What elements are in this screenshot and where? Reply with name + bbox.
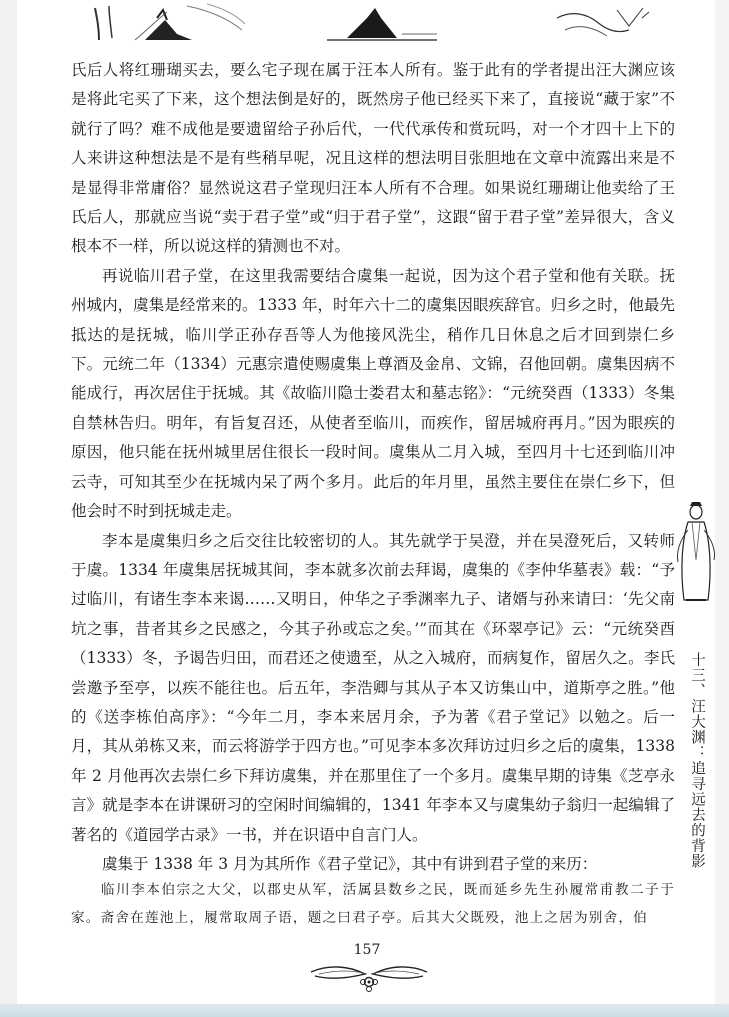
paragraph: 李本是虞集归乡之后交往比较密切的人。其先就学于吴澄，并在吴澄死后，又转师于虞。1334 年虞集居抚城其间，李本就多次前去拜谒，虞集的《李仲华墓表》载：“予过临川，有诸生李本来谒……又明日，仲华之子季渊率九子、诸婿与孙来请曰：‘先父南坑之事，昔者其乡之民感之，今其子孙或忘之矣。’”而其在《环翠亭记》云：“元统癸酉（1333）冬，予谒告归田，而君还之使遗至，从之入城府，而病复作，留居久之。李氏尝邀予至亭，以疾不能往也。后五年，李浩卿与其从子本又访集山中，道斯亭之胜。”他的《送李栋伯高序》：“今年二月，李本来居月余，予为著《君子堂记》以勉之。后一月，其从弟栋又来，而云将游学于四方也。”可见李本多次拜访过归乡之后的虞集，1338 年 2 月他再次去崇仁乡下拜访虞集，并在那里住了一个多月。虞集早期的诗集《芝亭永言》就是李本在讲课研习的空闲时间编辑的，1341 年李本又与虞集幼子翁归一起编辑了著名的《道园学古录》一书，并在识语中自言门人。 [71, 531, 675, 844]
paragraph: 再说临川君子堂，在这里我需要结合虞集一起说，因为这个君子堂和他有关联。抚州城内，虞集是经常来的。1333 年，时年六十二的虞集因眼疾辞官。归乡之时，他最先抵达的是抚城，临川学正孙存吾等人为他接风洗尘，稍作几日休息之后才回到崇仁乡下。元统二年（1334）元惠宗遣使赐虞集上尊酒及金帛、文锦，召他回朝。虞集因病不能成行，再次居住于抚城。其《故临川隐士娄君太和墓志铭》：“元统癸酉（1333）冬集自禁林告归。明年，有旨复召还，从使者至临川，而疾作，留居城府再月。”因为眼疾的原因，他只能在抚州城里居住很长一段时间。虞集从二月入城，至四月十七还到临川冲云寺，可知其至少在抚城内呆了两个多月。此后的年月里，虽然主要住在崇仁乡下，但他会时不时到抚城走走。 [71, 266, 675, 521]
block-quote: 临川李本伯宗之大父，以郡史从军，活属县数乡之民，既而延乡先生孙履常甫教二子于家。斋舍在莲池上，履常取周子语，题之曰君子亭。后其大父既殁，池上之居为别舍，伯 [71, 882, 675, 926]
footer-ornament-icon [309, 958, 429, 994]
book-page [17, 0, 715, 1004]
paragraph: 氏后人将红珊瑚买去，要么宅子现在属于汪本人所有。鉴于此有的学者提出汪大渊应该是将此宅买了下来，这个想法倒是好的，既然房子他已经买下来了，直接说“藏于家”不就行了吗？难不成他是要遗留给子孙后代，一代代承传和赏玩吗，对一个才四十上下的人来讲这种想法是不是有些稍早呢，况且这样的想法明目张胆地在文章中流露出来是不是显得非常庸俗？显然说这君子堂现归汪本人所有不合理。如果说红珊瑚让他卖给了王氏后人，那就应当说“卖于君子堂”或“归于君子堂”，这跟“留于君子堂”差异很大，含义根本不一样，所以说这样的猜测也不对。 [71, 61, 675, 256]
viewer-bottom-bar [0, 1004, 729, 1017]
header-illustration [17, 0, 715, 46]
page-edge [715, 0, 729, 1004]
chapter-title: 十三、汪大渊：追寻远去的背影 [689, 652, 705, 869]
page-number: 157 [353, 942, 381, 958]
paragraph: 虞集于 1338 年 3 月为其所作《君子堂记》，其中有讲到君子堂的来历： [102, 854, 598, 873]
main-text [71, 56, 675, 879]
scholar-figure-icon [674, 500, 718, 605]
